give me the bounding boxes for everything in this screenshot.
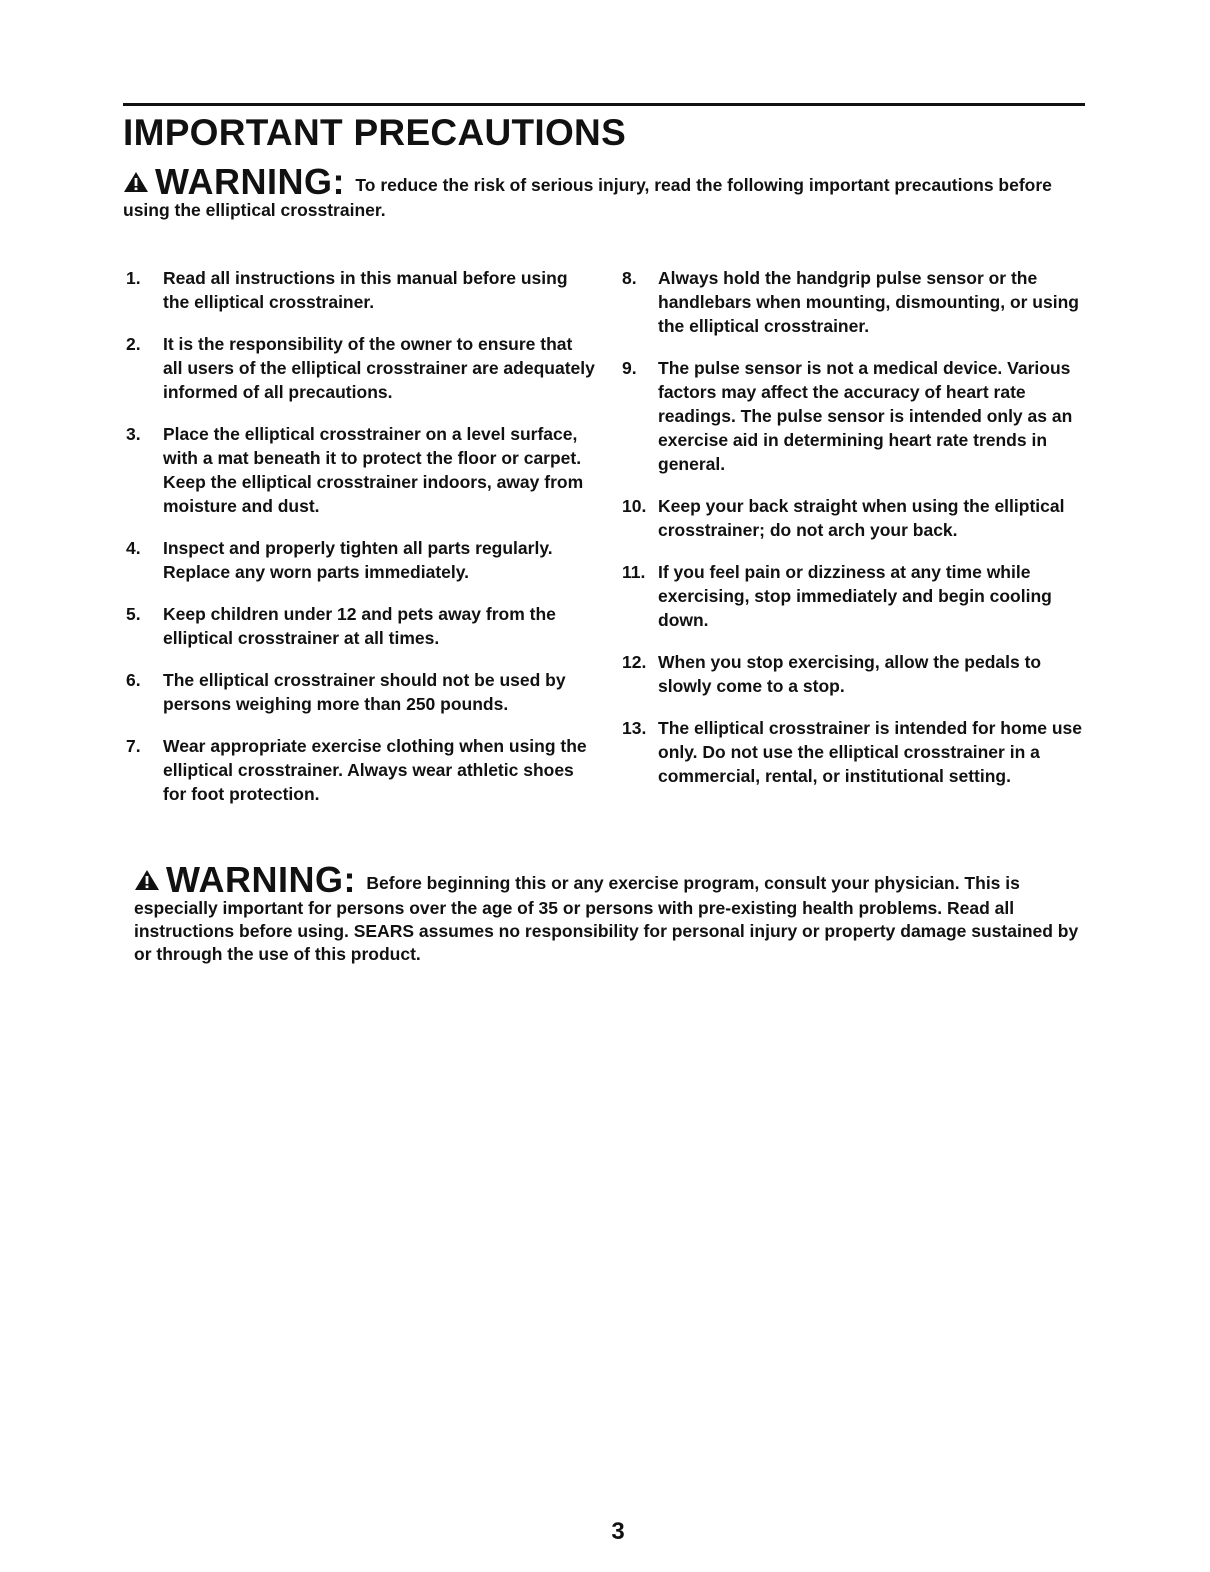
precaution-item [126, 422, 596, 518]
item-text: Inspect and properly tighten all parts regularly. Replace any worn parts immediately. [163, 538, 553, 582]
warning-top-heading [123, 161, 355, 202]
item-number: 13. [622, 718, 647, 738]
item-number: 11. [622, 562, 646, 582]
precaution-item [126, 332, 596, 404]
precautions-right-column [622, 266, 1092, 806]
warning-top [123, 161, 1073, 222]
item-text: Keep children under 12 and pets away from the elliptical crosstrainer at all times. [163, 604, 556, 648]
precaution-item [126, 602, 596, 650]
item-text: Place the elliptical crosstrainer on a level surface, with a mat beneath it to protect the floor or carpet. Keep the elliptical crosstrainer indoors, away from moisture and dust. [163, 424, 584, 516]
warning-bottom [134, 859, 1079, 966]
item-text: Always hold the handgrip pulse sensor or the handlebars when mounting, dismounting, or using the elliptical crosstrainer. [658, 268, 1079, 336]
item-text: The elliptical crosstrainer is intended for home use only. Do not use the elliptical crosstrainer in a commercial, rental, or institutional setting. [658, 718, 1082, 786]
precaution-item [622, 356, 1092, 476]
item-text: Keep your back straight when using the elliptical crosstrainer; do not arch your back. [658, 496, 1065, 540]
precautions-left-column [126, 266, 596, 824]
item-text: When you stop exercising, allow the pedals to slowly come to a stop. [658, 652, 1042, 696]
precaution-item [126, 536, 596, 584]
warning-bottom-heading [134, 859, 366, 900]
item-text: Wear appropriate exercise clothing when using the elliptical crosstrainer. Always wear athletic shoes for foot protection. [163, 736, 587, 804]
warning-bottom-colon: : [343, 859, 356, 900]
warning-triangle-icon [134, 869, 160, 897]
item-number: 2. [126, 334, 141, 354]
warning-top-colon: : [332, 161, 345, 202]
item-text: Read all instructions in this manual before using the elliptical crosstrainer. [163, 268, 568, 312]
item-number: 8. [622, 268, 637, 288]
precaution-item [622, 560, 1092, 632]
precaution-item [622, 650, 1092, 698]
precaution-item [622, 494, 1092, 542]
header-rule [123, 103, 1085, 106]
warning-triangle-icon [123, 171, 149, 199]
item-number: 1. [126, 268, 141, 288]
item-text: It is the responsibility of the owner to ensure that all users of the elliptical crosstrainer are adequately informed of all precautions. [163, 334, 595, 402]
precaution-item [126, 266, 596, 314]
item-text: The elliptical crosstrainer should not be used by persons weighing more than 250 pounds. [163, 670, 566, 714]
warning-bottom-text: Before beginning this or any exercise program, consult your physician. This is especially important for persons over the age of 35 or persons with pre-existing health problems. Read all instructions before using. SEARS assumes no responsibility for personal injury or property damage sustained by or through the use of this product. [134, 873, 1079, 964]
warning-top-text: To reduce the risk of serious injury, read the following important precautions before using the elliptical crosstrainer. [123, 175, 1052, 220]
item-text: If you feel pain or dizziness at any time while exercising, stop immediately and begin cooling down. [658, 562, 1052, 630]
warning-bottom-label: WARNING [166, 859, 344, 900]
precaution-item [622, 716, 1092, 788]
precaution-item [126, 734, 596, 806]
precaution-item [126, 668, 596, 716]
item-number: 9. [622, 358, 637, 378]
item-number: 6. [126, 670, 141, 690]
warning-top-label: WARNING [155, 161, 333, 202]
item-number: 5. [126, 604, 141, 624]
precaution-item [622, 266, 1092, 338]
page-number: 3 [611, 1518, 625, 1545]
item-number: 10. [622, 496, 647, 516]
item-number: 12. [622, 652, 647, 672]
page-title: IMPORTANT PRECAUTIONS [123, 112, 627, 153]
item-number: 7. [126, 736, 141, 756]
item-number: 4. [126, 538, 141, 558]
item-text: The pulse sensor is not a medical device. Various factors may affect the accuracy of heart rate readings. The pulse sensor is intended only as an exercise aid in determining heart rate trends in general. [658, 358, 1073, 474]
item-number: 3. [126, 424, 141, 444]
